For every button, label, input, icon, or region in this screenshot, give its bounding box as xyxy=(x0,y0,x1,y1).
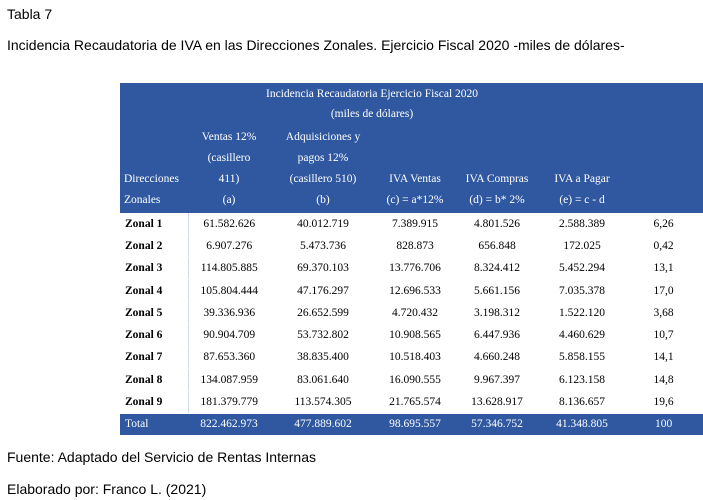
column-header-line: (b) xyxy=(316,194,330,206)
column-header xyxy=(624,124,703,213)
table-row xyxy=(120,391,703,413)
table-cell: 1.522.120 xyxy=(540,302,624,324)
table-cell: 13,1 xyxy=(624,257,703,279)
total-row xyxy=(120,413,703,435)
table-caption-title: Incidencia Recaudatoria de IVA en las Direcciones Zonales. Ejercicio Fiscal 2020 -miles de dólares- xyxy=(7,37,625,53)
row-label: Zonal 7 xyxy=(120,346,188,368)
table-cell: 47.176.297 xyxy=(270,279,376,301)
table-cell: 181.379.779 xyxy=(188,391,270,413)
row-label: Zonal 4 xyxy=(120,279,188,301)
column-header xyxy=(188,124,270,213)
table-cell: 19,6 xyxy=(624,391,703,413)
table-cell: 38.835.400 xyxy=(270,346,376,368)
author-note: Elaborado por: Franco L. (2021) xyxy=(7,481,207,497)
table-cell: 6.907.276 xyxy=(188,235,270,257)
table-row xyxy=(120,213,703,235)
table-header-title: Incidencia Recaudatoria Ejercicio Fiscal 2020 xyxy=(266,87,479,100)
table-row xyxy=(120,369,703,391)
table-cell: 7.035.378 xyxy=(540,279,624,301)
table-cell: 10,7 xyxy=(624,324,703,346)
column-headers-row xyxy=(120,124,703,213)
table-cell: 3.198.312 xyxy=(454,302,540,324)
table-cell: 3,68 xyxy=(624,302,703,324)
table-row xyxy=(120,324,703,346)
table-cell: 6.447.936 xyxy=(454,324,540,346)
table-cell: 21.765.574 xyxy=(376,391,454,413)
table-cell: 7.389.915 xyxy=(376,213,454,235)
column-header-line: Direcciones xyxy=(124,173,179,185)
table-row xyxy=(120,279,703,301)
column-header xyxy=(376,124,454,213)
table-row xyxy=(120,257,703,279)
table-cell: 87.653.360 xyxy=(188,346,270,368)
table-cell: 172.025 xyxy=(540,235,624,257)
total-cell: 100 xyxy=(654,418,673,431)
table-cell: 14,1 xyxy=(624,346,703,368)
table-cell: 828.873 xyxy=(376,235,454,257)
table-row xyxy=(120,235,703,257)
table-cell: 4.720.432 xyxy=(376,302,454,324)
table-cell: 39.336.936 xyxy=(188,302,270,324)
table-cell: 26.652.599 xyxy=(270,302,376,324)
column-header-line: (d) = b* 2% xyxy=(469,194,525,206)
table-cell: 2.588.389 xyxy=(540,213,624,235)
table-cell: 105.804.444 xyxy=(188,279,270,301)
table-label: Tabla 7 xyxy=(7,6,53,22)
column-header xyxy=(540,124,624,213)
table-cell: 5.858.155 xyxy=(540,346,624,368)
total-label: Total xyxy=(125,418,149,431)
table-cell: 90.904.709 xyxy=(188,324,270,346)
total-cell: 477.889.602 xyxy=(294,418,352,431)
tax-table-container xyxy=(120,83,674,431)
table-cell: 8.324.412 xyxy=(454,257,540,279)
table-cell: 13.776.706 xyxy=(376,257,454,279)
table-cell: 0,42 xyxy=(624,235,703,257)
column-header-line: (casillero 510) xyxy=(289,173,357,185)
table-cell: 69.370.103 xyxy=(270,257,376,279)
table-cell: 10.518.403 xyxy=(376,346,454,368)
tax-table xyxy=(120,83,703,435)
column-header-line: Ventas 12% xyxy=(201,131,257,143)
column-header xyxy=(454,124,540,213)
table-cell: 83.061.640 xyxy=(270,369,376,391)
row-label: Zonal 3 xyxy=(120,257,188,279)
column-header-line: Adquisiciones y xyxy=(285,131,361,143)
table-cell: 5.452.294 xyxy=(540,257,624,279)
table-cell: 9.967.397 xyxy=(454,369,540,391)
column-header xyxy=(120,124,188,213)
column-header-line: (c) = a*12% xyxy=(386,194,444,206)
total-cell: 98.695.557 xyxy=(389,418,441,431)
row-label: Zonal 2 xyxy=(120,235,188,257)
row-label: Zonal 5 xyxy=(120,302,188,324)
column-header-line: IVA a Pagar xyxy=(554,173,610,185)
column-header-line: IVA Ventas xyxy=(389,173,441,185)
row-label: Zonal 1 xyxy=(120,213,188,235)
table-cell: 12.696.533 xyxy=(376,279,454,301)
table-cell: 114.805.885 xyxy=(188,257,270,279)
table-body xyxy=(120,213,703,435)
table-cell: 10.908.565 xyxy=(376,324,454,346)
table-row xyxy=(120,302,703,324)
table-cell: 6,26 xyxy=(624,213,703,235)
row-label: Zonal 9 xyxy=(120,391,188,413)
table-row xyxy=(120,346,703,368)
total-cell: 57.346.752 xyxy=(471,418,523,431)
column-header-line: (e) = c - d xyxy=(559,194,605,206)
table-cell: 8.136.657 xyxy=(540,391,624,413)
table-cell: 40.012.719 xyxy=(270,213,376,235)
column-header xyxy=(270,124,376,213)
table-cell: 13.628.917 xyxy=(454,391,540,413)
column-header-line: IVA Compras xyxy=(465,173,529,185)
total-cell: 822.462.973 xyxy=(200,418,258,431)
table-cell: 16.090.555 xyxy=(376,369,454,391)
row-label: Zonal 6 xyxy=(120,324,188,346)
column-header-line: pagos 12% xyxy=(297,152,349,164)
table-cell: 4.801.526 xyxy=(454,213,540,235)
table-cell: 61.582.626 xyxy=(188,213,270,235)
table-cell: 53.732.802 xyxy=(270,324,376,346)
table-cell: 17,0 xyxy=(624,279,703,301)
column-header-line: (casillero xyxy=(207,152,251,164)
table-cell: 113.574.305 xyxy=(270,391,376,413)
table-cell: 14,8 xyxy=(624,369,703,391)
column-header-line: (a) xyxy=(222,194,236,206)
table-cell: 4.660.248 xyxy=(454,346,540,368)
table-cell: 134.087.959 xyxy=(188,369,270,391)
total-cell: 41.348.805 xyxy=(556,418,608,431)
table-cell: 5.661.156 xyxy=(454,279,540,301)
table-cell: 5.473.736 xyxy=(270,235,376,257)
source-note: Fuente: Adaptado del Servicio de Rentas Internas xyxy=(7,449,316,465)
table-header-subtitle: (miles de dólares) xyxy=(330,108,414,120)
table-cell: 6.123.158 xyxy=(540,369,624,391)
table-cell: 656.848 xyxy=(454,235,540,257)
column-header-line: Zonales xyxy=(124,194,161,206)
table-cell: 4.460.629 xyxy=(540,324,624,346)
column-header-line: 411) xyxy=(218,173,240,185)
row-label: Zonal 8 xyxy=(120,369,188,391)
